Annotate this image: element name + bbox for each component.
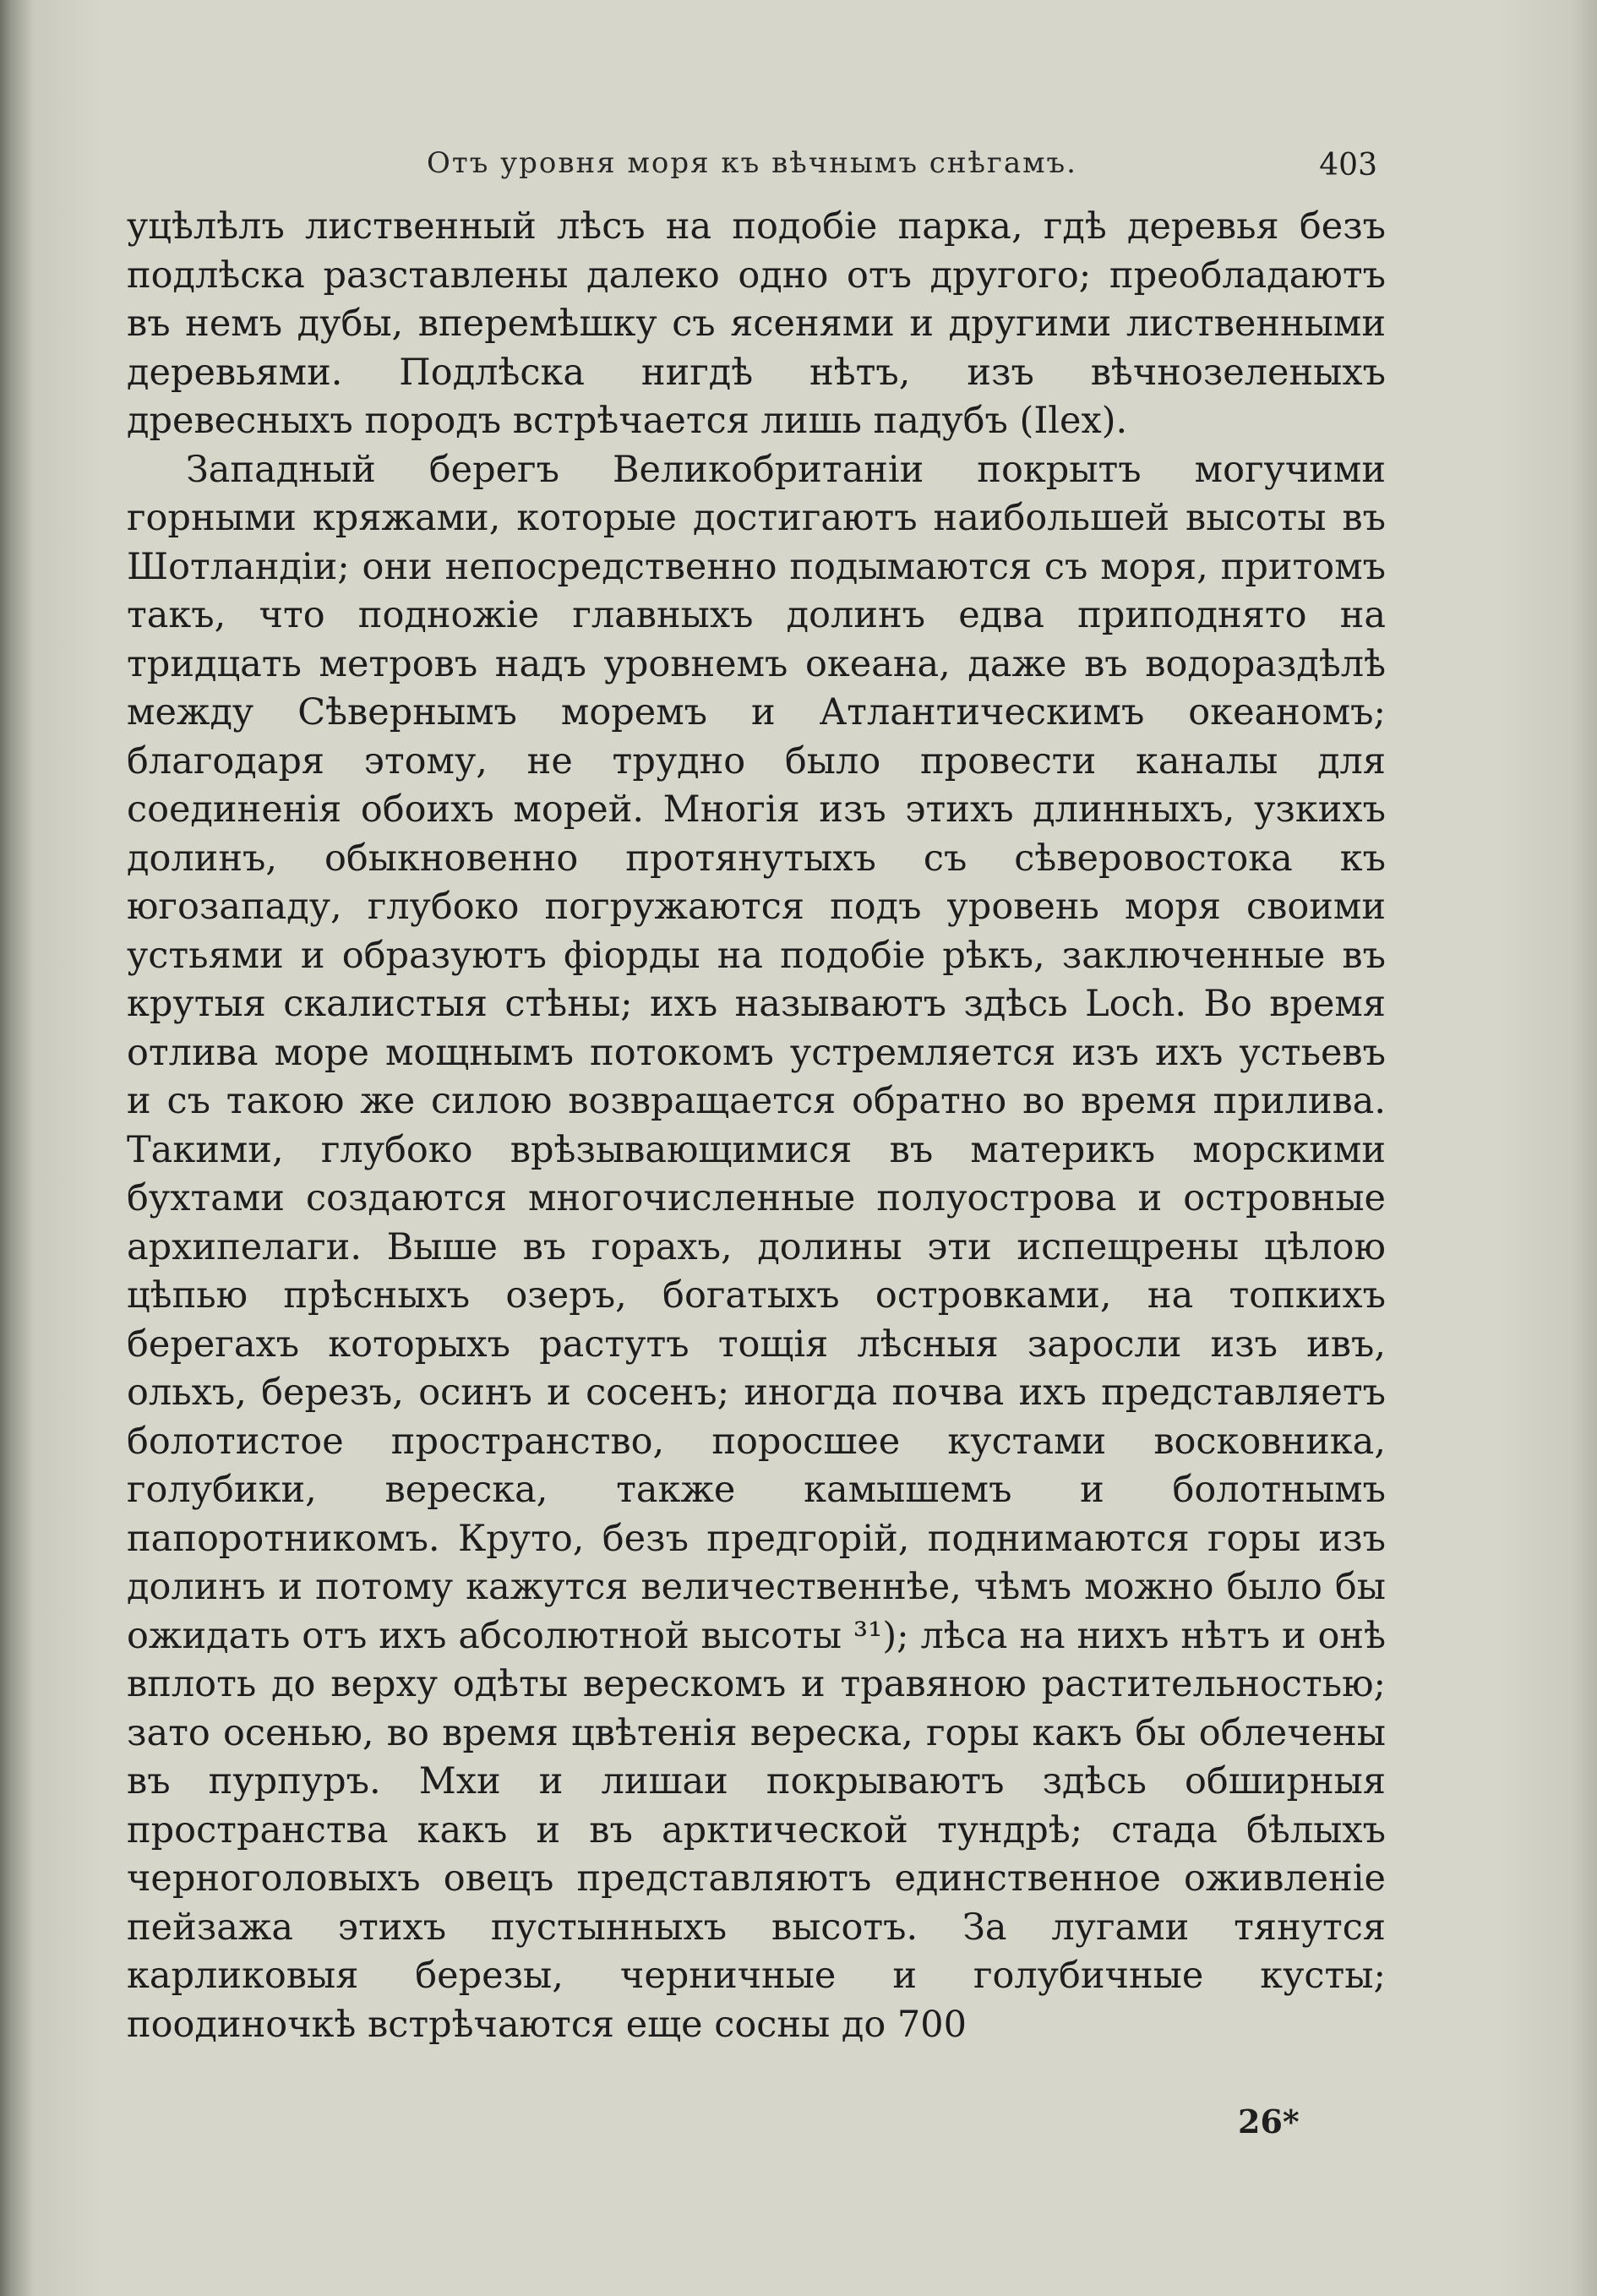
page-number: 403 [1319,148,1377,183]
signature-mark: 26* [1238,2102,1300,2141]
body-text [127,203,1386,2049]
running-title: Отъ уровня моря къ вѣчнымъ снѣгамъ. [427,146,1077,180]
running-head [127,139,1377,190]
paragraph-1: уцѣлѣлъ лиственный лѣсъ на подобіе парка, гдѣ деревья безъ подлѣска разставлены далеко одно отъ другого; преобладаютъ въ немъ дубы, вперемѣшку съ ясенями и другими лиственными деревьями. Подлѣска нигдѣ нѣтъ, изъ вѣчнозеленыхъ древесныхъ породъ встрѣчается лишь падубъ (Ilex). [127,205,1386,442]
paragraph-2: Западный берегъ Великобританіи покрытъ могучими горными кряжами, которые достигаютъ наибольшей высоты въ Шотландіи; они непосредственно подымаются съ моря, притомъ такъ, что подножіе главныхъ долинъ едва приподнято на тридцать метровъ надъ уровнемъ океана, даже въ водораздѣлѣ между Сѣвернымъ моремъ и Атлантическимъ океаномъ; благодаря этому, не трудно было провести каналы для соединенія обоихъ морей. Многія изъ этихъ длинныхъ, узкихъ долинъ, обыкновенно протянутыхъ съ сѣверовостока къ югозападу, глубоко погружаются подъ уровень моря своими устьями и образуютъ фіорды на подобіе рѣкъ, заключенные въ крутыя скалистыя стѣны; ихъ называютъ здѣсь Loch. Во время отлива море мощнымъ потокомъ устремляется изъ ихъ устьевъ и съ такою же силою возвращается обратно во время прилива. Такими, глубоко врѣзывающимися въ материкъ морскими бухтами создаются многочисленные полуострова и островные архипелаги. Выше въ горахъ, долины эти испещрены цѣлою цѣпью прѣсныхъ озеръ, богатыхъ островками, на топкихъ берегахъ которыхъ растутъ тощія лѣсныя заросли изъ ивъ, ольхъ, березъ, осинъ и сосенъ; иногда почва ихъ представляетъ болотистое пространство, поросшее кустами восковника, голубики, вереска, также камышемъ и болотнымъ папоротникомъ. Круто, безъ предгорій, поднимаются горы изъ долинъ и потому кажутся величественнѣе, чѣмъ можно было бы ожидать отъ ихъ абсолютной высоты ³¹); лѣса на нихъ нѣтъ и онѣ вплоть до верху одѣты верескомъ и травяною растительностью; зато осенью, во время цвѣтенія вереска, горы какъ бы облечены въ пурпуръ. Мхи и лишаи покрываютъ здѣсь обширныя пространства какъ и въ арктической тундрѣ; стада бѣлыхъ черноголовыхъ овецъ представляютъ единственное оживленіе пейзажа этихъ пустынныхъ высотъ. За лугами тянутся карликовыя березы, черничные и голубичные кусты; поодиночкѣ встрѣчаются еще сосны до 700 [127,448,1386,2046]
